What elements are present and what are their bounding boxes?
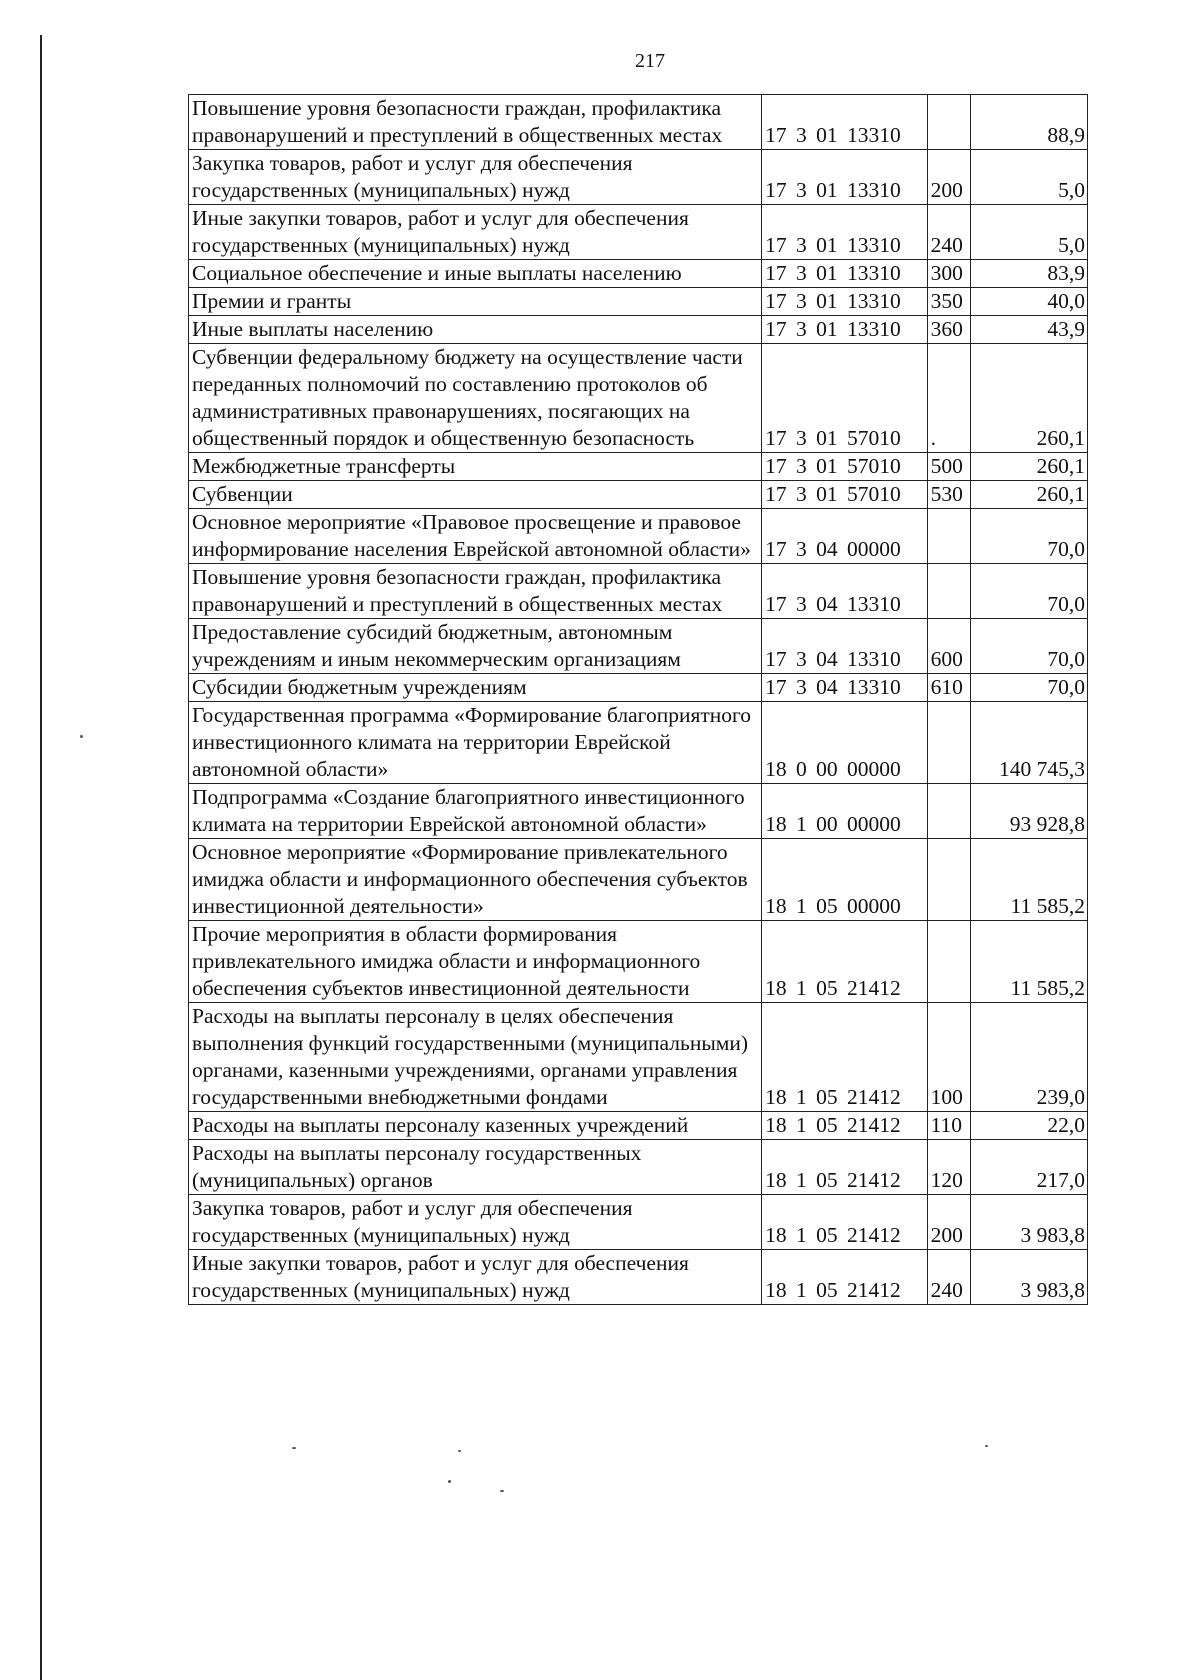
row-code-cell: 17 3 01 13310: [762, 205, 928, 260]
row-code-cell: 17 3 01 13310: [762, 316, 928, 344]
table-row: [189, 509, 1088, 564]
row-name-cell: Социальное обеспечение и иные выплаты населению: [189, 260, 762, 288]
row-expense-type-cell: [927, 509, 971, 564]
row-sum-cell: 140 745,3: [971, 702, 1088, 784]
row-expense-type-cell: 530: [927, 481, 971, 509]
row-name-cell: Расходы на выплаты персоналу в целях обеспечения выполнения функций государственными (муниципальными) органами, казенными учреждениями, органами управления государственными внебюджетными фондами: [189, 1003, 762, 1112]
row-expense-type-cell: [927, 921, 971, 1003]
row-code-cell: 17 3 01 57010: [762, 453, 928, 481]
row-sum-cell: 5,0: [971, 205, 1088, 260]
row-code-cell: 18 0 00 00000: [762, 702, 928, 784]
scan-speck: [500, 1490, 504, 1492]
row-expense-type-cell: 240: [927, 1250, 971, 1305]
row-code-cell: 18 1 05 00000: [762, 839, 928, 921]
row-expense-type-cell: [927, 784, 971, 839]
scan-speck: [292, 1447, 296, 1449]
row-code-cell: 17 3 04 13310: [762, 619, 928, 674]
page-number: 217: [635, 50, 665, 72]
scan-speck: [985, 1445, 988, 1447]
table-row: [189, 921, 1088, 1003]
row-sum-cell: 5,0: [971, 150, 1088, 205]
budget-table-body: [189, 95, 1088, 1305]
table-row: [189, 150, 1088, 205]
table-row: [189, 1003, 1088, 1112]
row-code-cell: 17 3 04 13310: [762, 564, 928, 619]
row-sum-cell: 40,0: [971, 288, 1088, 316]
scan-speck: [448, 1480, 451, 1483]
row-code-cell: 17 3 01 13310: [762, 95, 928, 150]
row-expense-type-cell: 600: [927, 619, 971, 674]
row-sum-cell: 3 983,8: [971, 1195, 1088, 1250]
row-name-cell: Иные закупки товаров, работ и услуг для обеспечения государственных (муниципальных) нужд: [189, 1250, 762, 1305]
scan-speck: [458, 1450, 461, 1452]
row-sum-cell: 88,9: [971, 95, 1088, 150]
row-name-cell: Межбюджетные трансферты: [189, 453, 762, 481]
row-expense-type-cell: 610: [927, 674, 971, 702]
row-sum-cell: 217,0: [971, 1140, 1088, 1195]
row-sum-cell: 11 585,2: [971, 839, 1088, 921]
row-name-cell: Иные закупки товаров, работ и услуг для обеспечения государственных (муниципальных) нужд: [189, 205, 762, 260]
row-code-cell: 17 3 01 13310: [762, 260, 928, 288]
row-code-cell: 18 1 05 21412: [762, 1195, 928, 1250]
row-name-cell: Повышение уровня безопасности граждан, профилактика правонарушений и преступлений в общественных местах: [189, 564, 762, 619]
budget-table: [188, 94, 1088, 1305]
row-expense-type-cell: .: [927, 344, 971, 453]
row-expense-type-cell: [927, 702, 971, 784]
row-expense-type-cell: 240: [927, 205, 971, 260]
table-row: [189, 1195, 1088, 1250]
table-row: [189, 453, 1088, 481]
table-row: [189, 1112, 1088, 1140]
table-row: [189, 619, 1088, 674]
row-expense-type-cell: [927, 95, 971, 150]
table-row: [189, 95, 1088, 150]
row-sum-cell: 70,0: [971, 619, 1088, 674]
row-sum-cell: 3 983,8: [971, 1250, 1088, 1305]
scan-speck: [80, 735, 83, 738]
row-code-cell: 18 1 05 21412: [762, 1112, 928, 1140]
row-name-cell: Подпрограмма «Создание благоприятного инвестиционного климата на территории Еврейской автономной области»: [189, 784, 762, 839]
row-code-cell: 17 3 01 13310: [762, 150, 928, 205]
row-name-cell: Государственная программа «Формирование благоприятного инвестиционного климата на территории Еврейской автономной области»: [189, 702, 762, 784]
row-sum-cell: 260,1: [971, 453, 1088, 481]
table-row: [189, 839, 1088, 921]
row-sum-cell: 239,0: [971, 1003, 1088, 1112]
table-row: [189, 564, 1088, 619]
row-expense-type-cell: 200: [927, 150, 971, 205]
row-sum-cell: 83,9: [971, 260, 1088, 288]
table-row: [189, 1140, 1088, 1195]
row-expense-type-cell: [927, 839, 971, 921]
table-row: [189, 260, 1088, 288]
row-name-cell: Повышение уровня безопасности граждан, профилактика правонарушений и преступлений в общественных местах: [189, 95, 762, 150]
row-code-cell: 17 3 01 57010: [762, 344, 928, 453]
row-sum-cell: 260,1: [971, 344, 1088, 453]
row-expense-type-cell: 500: [927, 453, 971, 481]
row-code-cell: 18 1 00 00000: [762, 784, 928, 839]
row-name-cell: Субсидии бюджетным учреждениям: [189, 674, 762, 702]
row-name-cell: Основное мероприятие «Правовое просвещение и правовое информирование населения Еврейской автономной области»: [189, 509, 762, 564]
row-expense-type-cell: [927, 564, 971, 619]
row-expense-type-cell: 100: [927, 1003, 971, 1112]
table-row: [189, 205, 1088, 260]
row-code-cell: 18 1 05 21412: [762, 1003, 928, 1112]
row-code-cell: 18 1 05 21412: [762, 1140, 928, 1195]
row-sum-cell: 43,9: [971, 316, 1088, 344]
row-name-cell: Субвенции федеральному бюджету на осуществление части переданных полномочий по составлению протоколов об административных правонарушениях, посягающих на общественный порядок и общественную безопасность: [189, 344, 762, 453]
row-expense-type-cell: 360: [927, 316, 971, 344]
row-expense-type-cell: 200: [927, 1195, 971, 1250]
row-name-cell: Иные выплаты населению: [189, 316, 762, 344]
scan-edge-line: [40, 35, 42, 1680]
row-code-cell: 18 1 05 21412: [762, 921, 928, 1003]
row-name-cell: Расходы на выплаты персоналу казенных учреждений: [189, 1112, 762, 1140]
row-sum-cell: 70,0: [971, 564, 1088, 619]
table-row: [189, 344, 1088, 453]
row-code-cell: 17 3 04 13310: [762, 674, 928, 702]
row-code-cell: 17 3 01 57010: [762, 481, 928, 509]
row-sum-cell: 260,1: [971, 481, 1088, 509]
row-name-cell: Основное мероприятие «Формирование привлекательного имиджа области и информационного обеспечения субъектов инвестиционной деятельности»: [189, 839, 762, 921]
row-sum-cell: 22,0: [971, 1112, 1088, 1140]
row-code-cell: 18 1 05 21412: [762, 1250, 928, 1305]
table-row: [189, 702, 1088, 784]
row-name-cell: Расходы на выплаты персоналу государственных (муниципальных) органов: [189, 1140, 762, 1195]
row-expense-type-cell: 300: [927, 260, 971, 288]
row-expense-type-cell: 120: [927, 1140, 971, 1195]
row-sum-cell: 93 928,8: [971, 784, 1088, 839]
row-name-cell: Субвенции: [189, 481, 762, 509]
row-name-cell: Предоставление субсидий бюджетным, автономным учреждениям и иным некоммерческим организациям: [189, 619, 762, 674]
row-name-cell: Закупка товаров, работ и услуг для обеспечения государственных (муниципальных) нужд: [189, 150, 762, 205]
table-row: [189, 316, 1088, 344]
row-expense-type-cell: 110: [927, 1112, 971, 1140]
row-code-cell: 17 3 01 13310: [762, 288, 928, 316]
table-row: [189, 674, 1088, 702]
table-row: [189, 784, 1088, 839]
row-sum-cell: 11 585,2: [971, 921, 1088, 1003]
row-sum-cell: 70,0: [971, 509, 1088, 564]
row-name-cell: Премии и гранты: [189, 288, 762, 316]
row-expense-type-cell: 350: [927, 288, 971, 316]
table-row: [189, 1250, 1088, 1305]
table-row: [189, 481, 1088, 509]
row-code-cell: 17 3 04 00000: [762, 509, 928, 564]
row-name-cell: Прочие мероприятия в области формирования привлекательного имиджа области и информационного обеспечения субъектов инвестиционной деятельности: [189, 921, 762, 1003]
row-name-cell: Закупка товаров, работ и услуг для обеспечения государственных (муниципальных) нужд: [189, 1195, 762, 1250]
table-row: [189, 288, 1088, 316]
row-sum-cell: 70,0: [971, 674, 1088, 702]
